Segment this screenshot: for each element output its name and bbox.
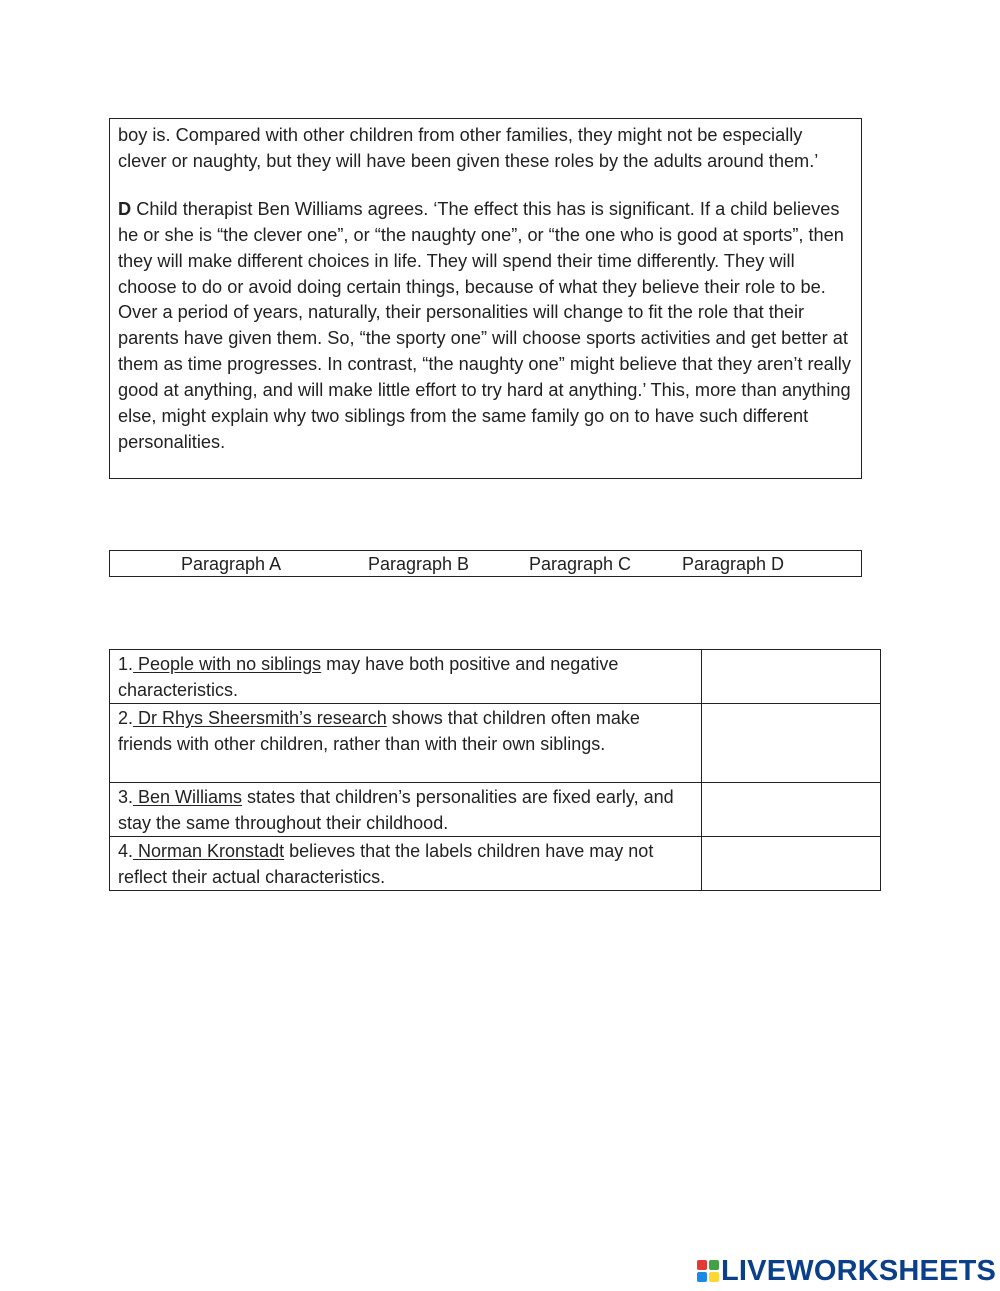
question-number: 3. (118, 787, 134, 807)
option-paragraph-b[interactable]: Paragraph B (368, 554, 470, 574)
brand-name: LIVEWORKSHEETS (721, 1255, 997, 1287)
table-row (110, 783, 881, 837)
answer-drop-1[interactable] (702, 650, 881, 704)
question-number: 1. (118, 654, 134, 674)
reading-passage (109, 118, 862, 479)
logo-block (709, 1260, 719, 1270)
logo-block (697, 1272, 707, 1282)
answer-options-bank (109, 550, 862, 577)
question-text: states that children’s personalities are fixed early, and stay the same throughout their childhood. (118, 787, 674, 833)
question-subject: Dr Rhys Sheersmith’s research (133, 708, 387, 728)
question-1 (110, 650, 702, 704)
question-subject: People with no siblings (133, 654, 322, 674)
paragraph-d-text: Child therapist Ben Williams agrees. ‘The effect this has is significant. If a child believes he or she is “the clever one”, or “the naughty one”, or “the one who is good at sports”, then they will make different choices in life. They will spend their time differently. They will choose to do or avoid doing certain things, because of what they believe their role to be. Over a period of years, naturally, their personalities will change to fit the role that their parents have given them. So, “the sporty one” will choose sports activities and get better at them as time progresses. In contrast, “the naughty one” might believe that they aren’t really good at anything, and will make little effort to try hard at anything.’ This, more than anything else, might explain why two siblings from the same family go on to have such different personalities. (118, 198, 851, 452)
answer-drop-4[interactable] (702, 837, 881, 891)
liveworksheets-logo (697, 1254, 996, 1288)
paragraph-d (118, 197, 853, 456)
question-text: believes that the labels children have may not reflect their actual characteristics. (118, 841, 654, 887)
question-text: may have both positive and negative characteristics. (118, 654, 619, 700)
question-subject: Norman Kronstadt (133, 841, 285, 861)
question-2 (110, 704, 702, 783)
logo-block (709, 1272, 719, 1282)
logo-block (697, 1260, 707, 1270)
option-paragraph-a[interactable]: Paragraph A (181, 554, 282, 574)
question-number: 2. (118, 708, 134, 728)
option-paragraph-d[interactable]: Paragraph D (682, 554, 785, 574)
question-number: 4. (118, 841, 134, 861)
answer-drop-3[interactable] (702, 783, 881, 837)
option-paragraph-c[interactable]: Paragraph C (529, 554, 632, 574)
questions-table (109, 649, 881, 891)
table-row (110, 837, 881, 891)
paragraph-d-letter: D (118, 198, 132, 219)
answer-drop-2[interactable] (702, 704, 881, 783)
paragraph-c-end: boy is. Compared with other children from other families, they might not be especially clever or naughty, but they will have been given these roles by the adults around them.’ (118, 125, 819, 171)
table-row (110, 650, 881, 704)
question-text: shows that children often make friends with other children, rather than with their own siblings. (118, 708, 640, 754)
question-3 (110, 783, 702, 837)
question-4 (110, 837, 702, 891)
question-subject: Ben Williams (133, 787, 243, 807)
logo-blocks-icon (697, 1260, 719, 1282)
table-row (110, 704, 881, 783)
